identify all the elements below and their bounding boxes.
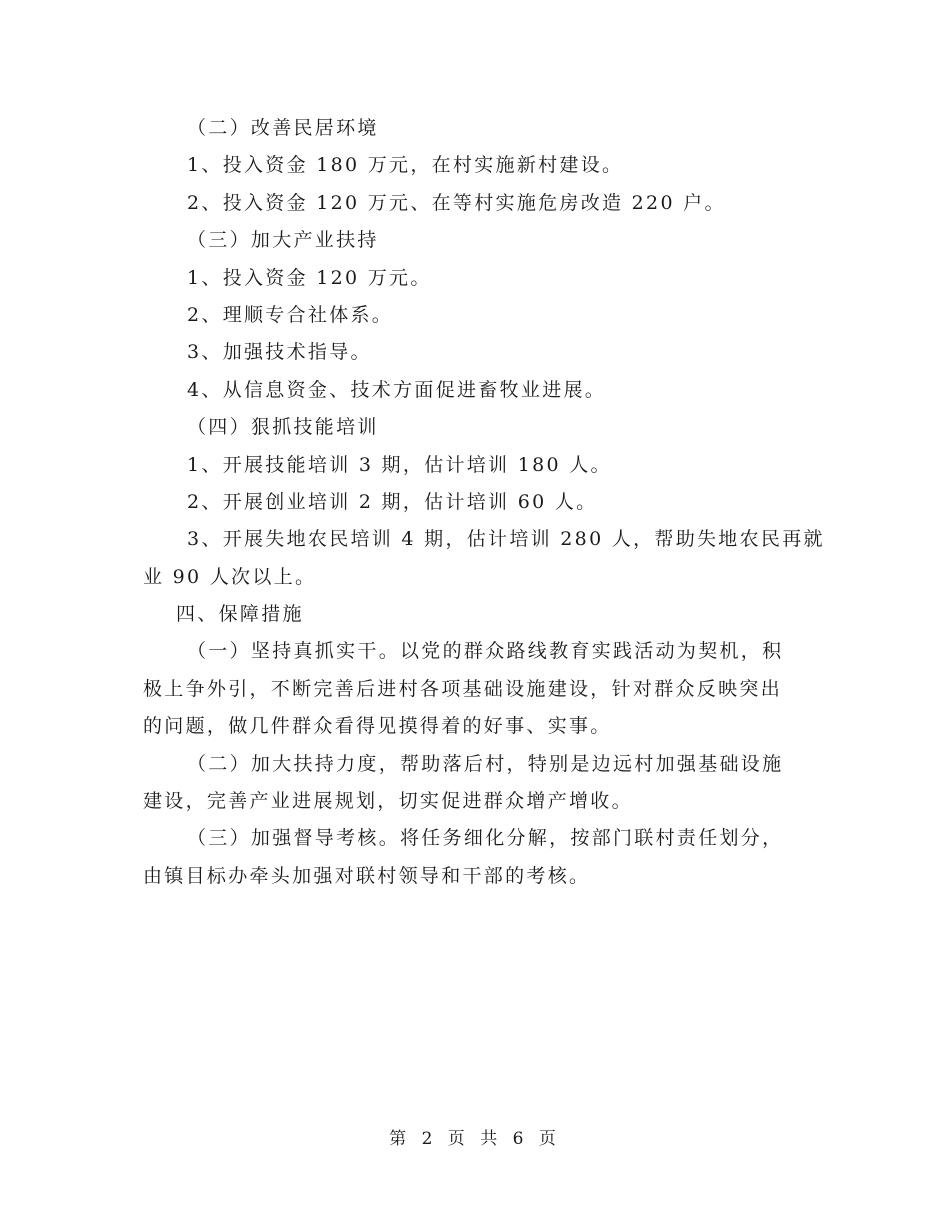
list-item: 1、投入资金 180 万元，在村实施新村建设。: [187, 154, 624, 177]
chapter-heading: 四、保障措施: [176, 603, 304, 626]
section-heading: （四）狠抓技能培训: [187, 416, 379, 439]
paragraph-line: 的问题，做几件群众看得见摸得着的好事、实事。: [143, 715, 612, 738]
section-heading: （二）改善民居环境: [187, 117, 379, 139]
paragraph-line: 由镇目标办牵头加强对联村领导和干部的考核。: [143, 864, 591, 887]
list-item: 2、开展创业培训 2 期，估计培训 60 人。: [187, 490, 598, 513]
list-item: 1、开展技能培训 3 期，估计培训 180 人。: [187, 453, 612, 476]
document-body: [143, 110, 825, 895]
list-item: 2、理顺专合社体系。: [187, 303, 394, 326]
paragraph-start: （一）坚持真抓实干。以党的群众路线教育实践活动为契机，积: [187, 640, 784, 663]
paragraph-line: 建设，完善产业进展规划，切实促进群众增产增收。: [143, 790, 633, 813]
page-number-footer: 第 2 页 共 6 页: [389, 1129, 561, 1149]
list-item-continuation: 业 90 人次以上。: [143, 565, 317, 588]
section-heading: （三）加大产业扶持: [187, 229, 379, 252]
paragraph-start: （三）加强督导考核。将任务细化分解，按部门联村责任划分，: [187, 827, 784, 850]
list-item: 4、从信息资金、技术方面促进畜牧业进展。: [187, 378, 607, 401]
list-item: 1、投入资金 120 万元。: [187, 266, 432, 289]
list-item: 2、投入资金 120 万元、在等村实施危房改造 220 户。: [187, 191, 726, 214]
paragraph-start: （二）加大扶持力度，帮助落后村，特别是边远村加强基础设施: [187, 752, 784, 775]
paragraph-line: 极上争外引，不断完善后进村各项基础设施建设，针对群众反映突出: [143, 677, 783, 700]
list-item: 3、开展失地农民培训 4 期，估计培训 280 人，帮助失地农民再就: [187, 528, 825, 551]
list-item: 3、加强技术指导。: [187, 341, 372, 364]
